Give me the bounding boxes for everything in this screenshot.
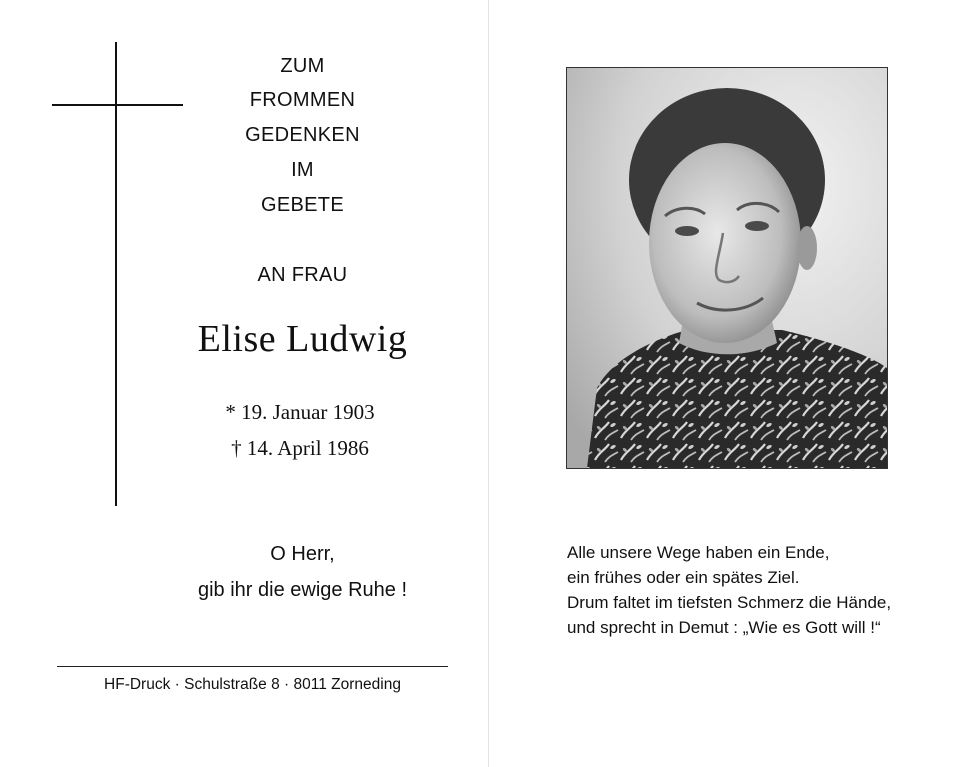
heading-line: GEDENKEN: [245, 124, 360, 146]
prayer-line-1: O Herr,: [270, 543, 335, 565]
portrait-photo: [566, 67, 888, 469]
heading-line: ZUM: [280, 55, 325, 77]
heading-line: FROMMEN: [249, 89, 356, 111]
heading-line: IM: [291, 159, 314, 181]
printer-imprint: HF-Druck · Schulstraße 8 · 8011 Zorneding: [104, 676, 401, 693]
cross-vertical-bar: [115, 42, 117, 506]
verse-line: Drum faltet im tiefsten Schmerz die Hände,: [567, 593, 892, 612]
card-fold: [488, 0, 489, 767]
death-date: † 14. April 1986: [231, 436, 369, 460]
cross-horizontal-bar: [52, 104, 183, 106]
verse-line: und sprecht in Demut : „Wie es Gott will !“: [567, 618, 881, 637]
prayer-line-2: gib ihr die ewige Ruhe !: [197, 579, 407, 601]
verse-line: Alle unsere Wege haben ein Ende,: [567, 543, 830, 562]
portrait-illustration: [567, 68, 887, 468]
salutation: AN FRAU: [257, 264, 348, 286]
footer-divider: [57, 666, 448, 667]
heading-line: GEBETE: [261, 194, 344, 216]
deceased-name: Elise Ludwig: [197, 318, 408, 360]
verse-line: ein frühes oder ein spätes Ziel.: [567, 568, 800, 587]
birth-date: * 19. Januar 1903: [225, 400, 375, 424]
